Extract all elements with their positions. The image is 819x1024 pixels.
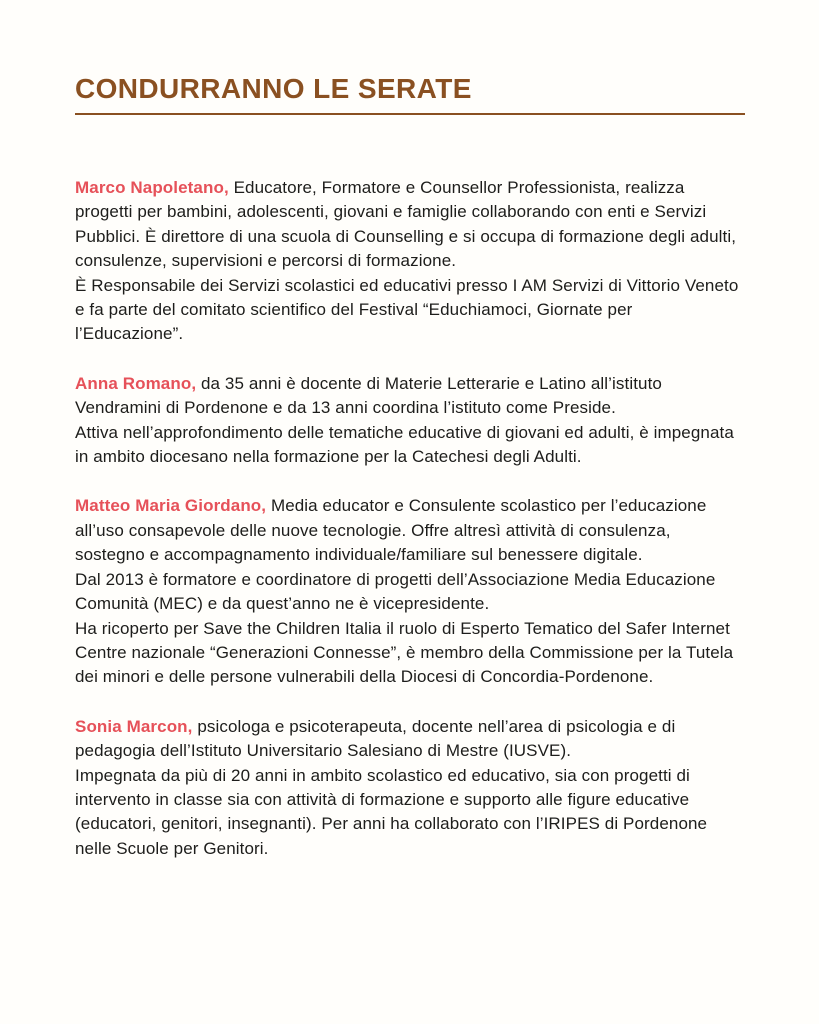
bio-text-segment: Educatore, Formatore e Counsellor Professionista, realizza progetti per bambini, adolescenti, giovani e famiglie collaborando con enti e Servizi Pubblici. È direttore di una scuola di Counselling e si occupa di formazione degli adulti, consulenze, supervisioni e percorsi di formazione. xyxy=(75,178,737,271)
bio-paragraph-matteo-maria-giordano xyxy=(75,494,745,689)
bio-intro-line xyxy=(75,717,675,760)
bio-list xyxy=(75,176,745,861)
bio-text-segment: Attiva nell’approfondimento delle tematiche educative di giovani ed adulti, è impegnata in ambito diocesano nella formazione per la Catechesi degli Adulti. xyxy=(75,422,734,467)
speaker-name: Sonia Marcon, xyxy=(75,716,193,736)
bio-intro-line xyxy=(75,374,662,417)
bio-paragraph-marco-napoletano xyxy=(75,176,745,347)
page-title: CONDURRANNO LE SERATE xyxy=(75,73,472,104)
bio-paragraph-anna-romano xyxy=(75,372,745,470)
bio-paragraph-sonia-marcon xyxy=(75,715,745,861)
bio-text-segment: psicologa e psicoterapeuta, docente nell’area di psicologia e di pedagogia dell’Istituto Universitario Salesiano di Mestre (IUSVE). xyxy=(75,716,676,761)
bio-intro-line xyxy=(75,496,706,564)
bio-text-segment: Dal 2013 è formatore e coordinatore di progetti dell’Associazione Media Educazione Comunità (MEC) e da quest’anno ne è vicepresidente. xyxy=(75,569,716,614)
speaker-name: Matteo Maria Giordano, xyxy=(75,496,267,516)
bio-text-segment: da 35 anni è docente di Materie Letterarie e Latino all’istituto Vendramini di Pordenone e da 13 anni coordina l’istituto come Preside. xyxy=(75,373,662,418)
bio-text-segment: Media educator e Consulente scolastico per l’educazione all’uso consapevole delle nuove tecnologie. Offre altresì attività di consulenza, sostegno e accompagnamento individuale/familiare sul benessere digitale. xyxy=(75,496,707,565)
speaker-name: Anna Romano, xyxy=(75,373,197,393)
speaker-name: Marco Napoletano, xyxy=(75,178,229,197)
bio-text-segment: Impegnata da più di 20 anni in ambito scolastico ed educativo, sia con progetti di intervento in classe sia con attività di formazione e supporto alle figure educative (educatori, genitori, insegnanti). Per anni ha collaborato con l’IRIPES di Pordenone nelle Scuole per Genitori. xyxy=(75,765,708,858)
bio-text-segment: È Responsabile dei Servizi scolastici ed educativi presso I AM Servizi di Vittorio Veneto e fa parte del comitato scientifico del Festival “Educhiamoci, Giornate per l’Educazione”. xyxy=(75,275,739,344)
bio-intro-line xyxy=(75,178,736,270)
bio-text-segment: Ha ricoperto per Save the Children Italia il ruolo di Esperto Tematico del Safer Internet Centre nazionale “Generazioni Connesse”, è membro della Commissione per la Tutela dei minori e delle persone vulnerabili della Diocesi di Concordia-Pordenone. xyxy=(75,618,734,687)
title-underline xyxy=(75,113,745,115)
